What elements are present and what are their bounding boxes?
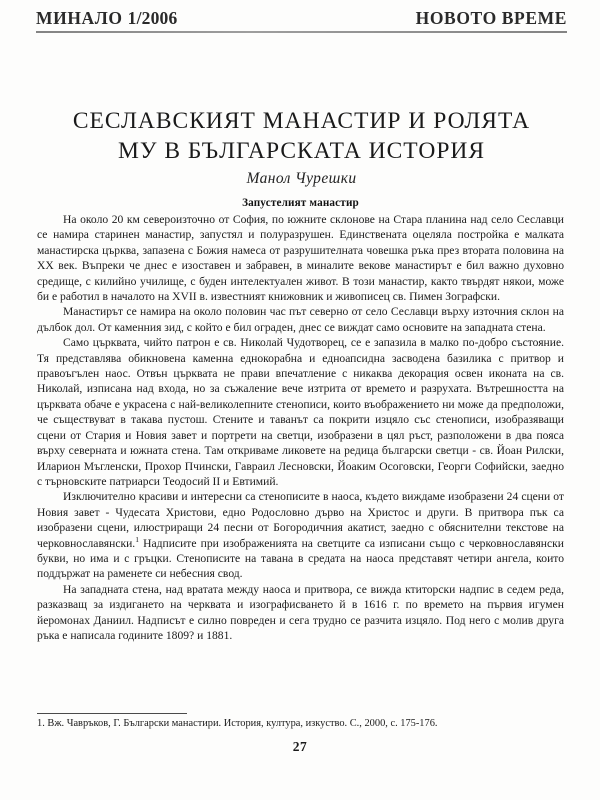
author-name: Манол Чурешки bbox=[246, 170, 357, 188]
paragraph-3: Само църквата, чийто патрон е св. Николай Чудотворец, се е запазила в малко по-добро състояние. Тя представлява обикновена каменна еднокорабна и едноапсидна засводена базилика с притвор и правоъгълен наос. Отвън църквата не прави впечатление с никаква декорация освен иконата на св. Николай, изписана над входа, но за съжаление вече изтрита от времето и разрухата. Вътрешността на църквата обаче е украсена с най-великолепните стенописи, които въображението ни може да предположи, че съществуват в такава пустош. Стените и таванът са покрити изцяло със стенописи, изобразяващи сцени от Стария и Новия завет и портрети на светци, изобразени в цял ръст, разположени в два пояса върху северната и южната стена. Там откриваме ликовете на редица български светци - св. Йоан Рилски, Иларион Мъгленски, Прохор Пчински, Гавраил Лесновски, Йоаким Осоговски, Георги Софийски, заедно с търновските патриарси Теодосий II и Евтимий. bbox=[37, 336, 564, 488]
page-title bbox=[36, 106, 567, 166]
paragraph-4-text-b: Надписите при изображенията на светците са изписани също с черковнославянски букви, но има и с гръцки. Стенописите на тавана в средата на наоса представят четири ангела, които поддържат на раменете си небесния свод. bbox=[37, 536, 564, 581]
footnote-reference-marker[interactable]: 1 bbox=[135, 534, 139, 544]
paragraph-1: На около 20 км североизточно от София, по южните склонове на Стара планина над село Сеславци се намира старинен манастир, запустял и полуразрушен. Единствената оцеляла постройка е малката манастирска църква, запазена с Божия намеса от разрушителната човешка ръка през втората половина на XX век. Въпреки че днес е изоставен и забравен, в миналите векове манастирът е бил важно духовно средище, с килийно училище, с буден интелектуален живот. В този манастир, както твърдят някои, може би е работил в началото на XVII в. известният книжовник и живописец св. Пимен Зографски. bbox=[37, 213, 564, 304]
running-head-rule bbox=[36, 31, 567, 33]
page-number: 27 bbox=[292, 739, 308, 754]
paragraph-4 bbox=[37, 489, 564, 581]
title-line-2: МУ В БЪЛГАРСКАТА ИСТОРИЯ bbox=[117, 138, 486, 165]
title-line-1: СЕСЛАВСКИЯТ МАНАСТИР И РОЛЯТА bbox=[72, 108, 531, 134]
running-head bbox=[36, 5, 567, 31]
running-head-right: НОВОТО ВРЕМЕ bbox=[415, 8, 567, 28]
title-block bbox=[36, 106, 567, 188]
running-head-left bbox=[36, 8, 177, 29]
paragraph-5: На западната стена, над вратата между наоса и притвора, се вижда ктиторски надпис в седем реда, разказващ за издигането на черквата и изографисването й в 1616 г. по времето на първия игумен йеромонах Даниил. Надписът е силно повреден и сега трудно се разчита изцяло. Под него с молив друга ръка е написала годините 1809? и 1881. bbox=[37, 582, 564, 642]
paragraph-2: Манастирът се намира на около половин час път северно от село Сеславци върху източния склон на дълбок дол. От каменния зид, с който е бил ограден, днес се виждат само основите на западната стена. bbox=[37, 305, 564, 334]
footnote-area bbox=[37, 713, 564, 730]
section-heading: Запустелият манастир bbox=[242, 197, 359, 209]
footnote-separator-rule bbox=[37, 713, 187, 714]
paragraph-4-text-a: Изключително красиви и интересни са стенописите в наоса, където виждаме изобразени 24 сцени от Новия завет - Чудесата Христови, едно Родословно дърво на Христос и други. В притвора пък са изобразени сцени, илюстриращи 24 песни от Богородичния акатист, заедно с обяснителни текстове на черковнославянски. bbox=[37, 490, 564, 550]
running-head-row bbox=[36, 5, 567, 29]
journal-name: МИНАЛО bbox=[36, 8, 123, 28]
issue-number: 1/2006 bbox=[127, 8, 178, 28]
footnote-1: 1. Вж. Чавръков, Г. Български манастири. История, култура, изкуство. С., 2000, с. 175-176. bbox=[37, 718, 438, 729]
body-column bbox=[37, 197, 564, 643]
